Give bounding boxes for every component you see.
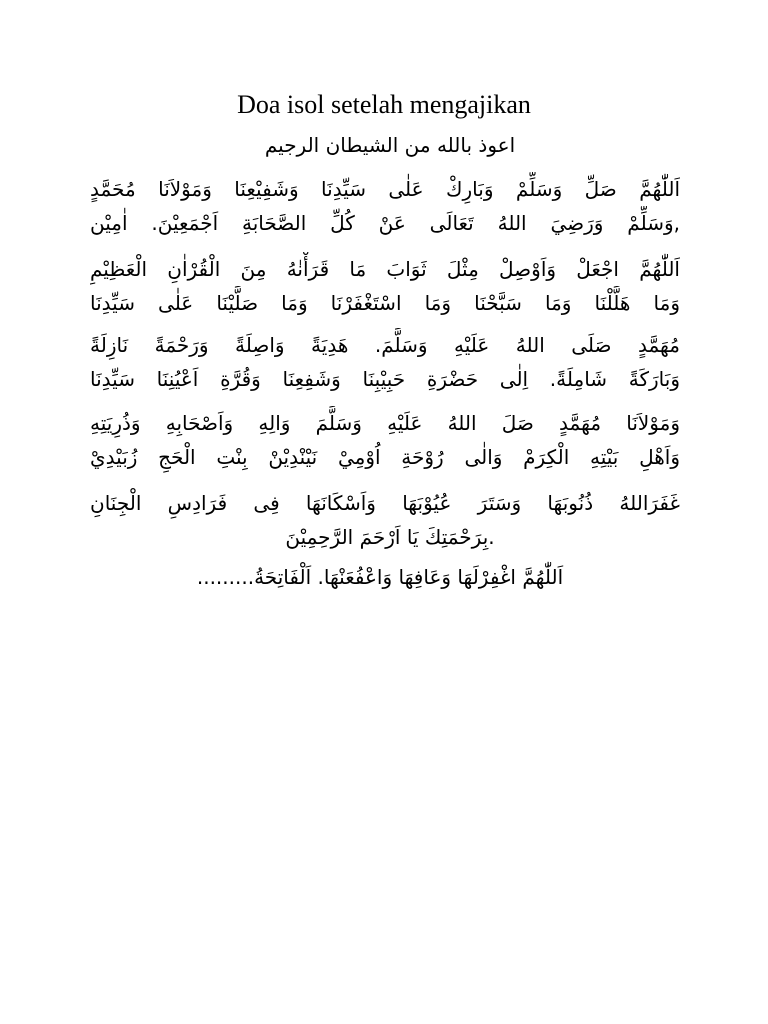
prayer-line-10: .بِرَحْمَتِكَ يَا اَرْحَمَ الرَّحِمِيْنَ <box>285 525 495 549</box>
prayer-line-5: مُهَمَّدٍ صَلَى اللهُ عَلَيْهِ وَسَلَّمَ. هَدِيَةً وَاصِلَةً وَرَحْمَةً نَازِلَةً <box>90 333 680 357</box>
page-title: Doa isol setelah mengajikan <box>237 90 531 119</box>
prayer-line-8: وَاَهْلِ بَيْتِهِ الْكِرَمْ وَالٰى رُوْحَةِ اُوْمِيْ نَيْنْدِيْنْ بِنْتِ الْحَجِ زُبَيْدِيْ <box>90 445 680 469</box>
taawudz-line: اعوذ بالله من الشيطان الرجيم <box>264 133 516 157</box>
prayer-line-6: وَبَارَكَةً شَامِلَةً. اِلٰى حَضْرَةِ حَبِيْبِنَا وَشَفِعِنَا وَقُرَّةِ اَعْيُنِنَا سَيِّدِنَا <box>90 367 680 391</box>
prayer-line-9: غَفَرَاللهُ ذُنُوبَهَا وَسَتَرَ عُيُوْبَهَا وَاَسْكَانَهَا فِى فَرَادِسِ الْجِنَانِ <box>90 491 680 515</box>
prayer-line-3: اَللّٰهُمَّ اجْعَلْ وَاَوْصِلْ مِثْلَ ثَوَابَ مَا قَرَأْنٰهُ مِنَ الْقُرْاٰنِ الْعَظِيْمِ <box>90 257 680 281</box>
prayer-line-11: اَللّٰهُمَّ اغْفِرْلَهَا وَعَافِهَا وَاعْفُعَنْهَا. اَلْفَاتِحَةُ......... <box>196 565 564 589</box>
prayer-line-2: ,وَسَلِّمْ وَرَضِيَ اللهُ تَعَالَى عَنْ كُلِّ الصَّحَابَةِ اَجْمَعِيْنَ. اٰمِيْن <box>90 211 680 235</box>
prayer-line-7: وَمَوْلاَنَا مُهَمَّدٍ صَلَ اللهُ عَلَيْهِ وَسَلَّمَ وَالِهِ وَاَصْحَابِهِ وَذُرِيَتِهِ <box>90 411 680 435</box>
prayer-line-4: وَمَا هَلَّلْنَا وَمَا سَبَّحْنَا وَمَا اسْتَغْفَرْنَا وَمَا صَلَّيْنَا عَلٰى سَيِّدِنَا <box>90 291 680 315</box>
prayer-line-1: اَللّٰهُمَّ صَلِّ وَسَلِّمْ وَبَارِكْ عَلٰى سَيِّدِنَا وَشَفِيْعِنَا وَمَوْلاَنَا مُحَمَّدٍ <box>90 177 680 201</box>
